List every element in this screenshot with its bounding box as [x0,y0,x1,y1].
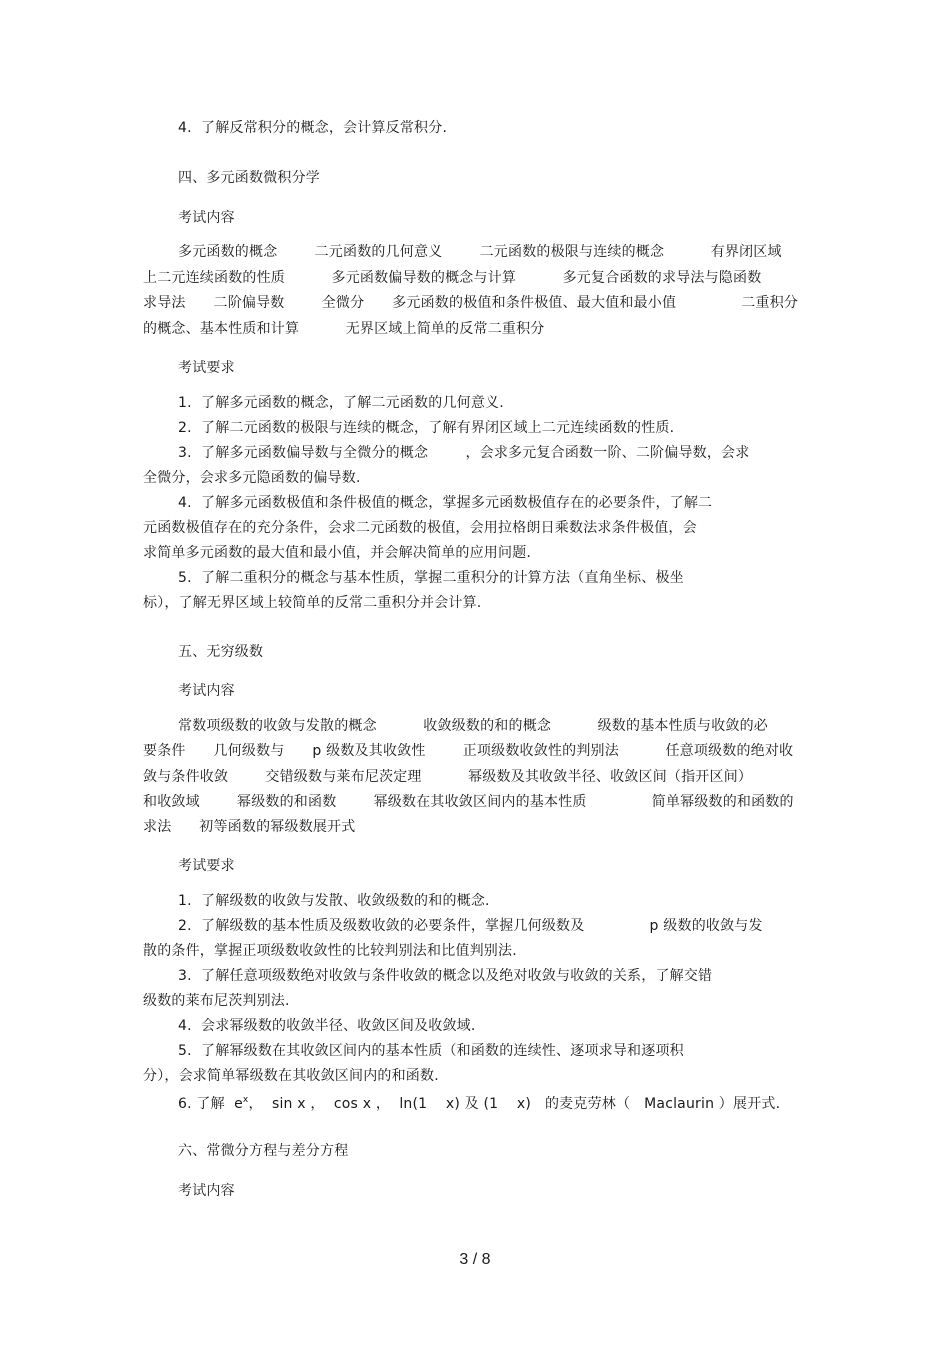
text-line: 多元函数的概念 二元函数的几何意义 二元函数的极限与连续的概念 有界闭区域 [178,244,782,260]
text-line: 求导法 二阶偏导数 全微分 多元函数的极值和条件极值、最大值和最小值 二重积分 [143,295,799,311]
text-line: 级数的莱布尼茨判别法. [143,993,290,1009]
text-line: 散的条件，掌握正项级数收敛性的比较判别法和比值判别法. [143,943,517,959]
text-line: 1. 了解多元函数的概念，了解二元函数的几何意义. [178,395,504,411]
formula-rest: ， sin x ， cos x ， ln(1 x) 及 (1 x) 的麦克劳林（ Maclaurin ）展开式. [248,1096,781,1112]
text-line: 的概念、基本性质和计算 无界区域上简单的反常二重积分 [143,321,545,337]
text-line: 敛与条件收敛 交错级数与莱布尼茨定理 幂级数及其收敛半径、收敛区间（指开区间） [143,769,753,785]
text-line: 分），会求简单幂级数在其收敛区间内的和函数. [143,1068,439,1084]
text-line: 标），了解无界区域上较简单的反常二重积分并会计算. [143,595,482,611]
page-number: 3 / 8 [459,1251,491,1268]
text-line: 3. 了解任意项级数绝对收敛与条件收敛的概念以及绝对收敛与收敛的关系，了解交错 [178,968,713,984]
text-line: 5. 了解幂级数在其收敛区间内的基本性质（和函数的连续性、逐项求导和逐项积 [178,1043,684,1059]
subheading: 考试内容 [178,1183,235,1199]
text-line: 4. 了解多元函数极值和条件极值的概念，掌握多元函数极值存在的必要条件，了解二 [178,495,713,511]
text-line: 求简单多元函数的最大值和最小值，并会解决简单的应用问题. [143,545,532,561]
formula-line [178,1095,780,1113]
text-line: 和收敛域 幂级数的和函数 幂级数在其收敛区间内的基本性质 简单幂级数的和函数的 [143,794,794,810]
text-line: 4. 了解反常积分的概念，会计算反常积分. [178,120,448,136]
text-line: 3. 了解多元函数偏导数与全微分的概念 ，会求多元复合函数一阶、二阶偏导数，会求 [178,445,750,461]
exponent: x [242,1095,249,1105]
subheading: 考试内容 [178,683,235,699]
subheading: 考试要求 [178,360,235,376]
text-line: 1. 了解级数的收敛与发散、收敛级数的和的概念. [178,893,490,909]
subheading: 考试内容 [178,210,235,226]
text-line: 上二元连续函数的性质 多元函数偏导数的概念与计算 多元复合函数的求导法与隐函数 [143,270,762,286]
text-line: 2. 了解二元函数的极限与连续的概念，了解有界闭区域上二元连续函数的性质. [178,420,675,436]
formula-lead: 6. 了解 e [178,1096,243,1112]
section-heading: 六、常微分方程与差分方程 [178,1143,349,1159]
text-line: 5. 了解二重积分的概念与基本性质，掌握二重积分的计算方法（直角坐标、极坐 [178,570,684,586]
subheading: 考试要求 [178,858,235,874]
text-line: 元函数极值存在的充分条件，会求二元函数的极值，会用拉格朗日乘数法求条件极值，会 [143,520,697,536]
text-line: 2. 了解级数的基本性质及级数收敛的必要条件，掌握几何级数及 p 级数的收敛与发 [178,918,763,934]
text-line: 常数项级数的收敛与发散的概念 收敛级数的和的概念 级数的基本性质与收敛的必 [178,718,769,734]
section-heading: 四、多元函数微积分学 [178,170,320,186]
text-line: 要条件 几何级数与 p 级数及其收敛性 正项级数收敛性的判别法 任意项级数的绝对收 [143,743,794,759]
text-line: 全微分，会求多元隐函数的偏导数. [143,470,361,486]
text-line: 4. 会求幂级数的收敛半径、收敛区间及收敛域. [178,1018,476,1034]
section-heading: 五、无穷级数 [178,644,264,660]
text-line: 求法 初等函数的幂级数展开式 [143,819,356,835]
